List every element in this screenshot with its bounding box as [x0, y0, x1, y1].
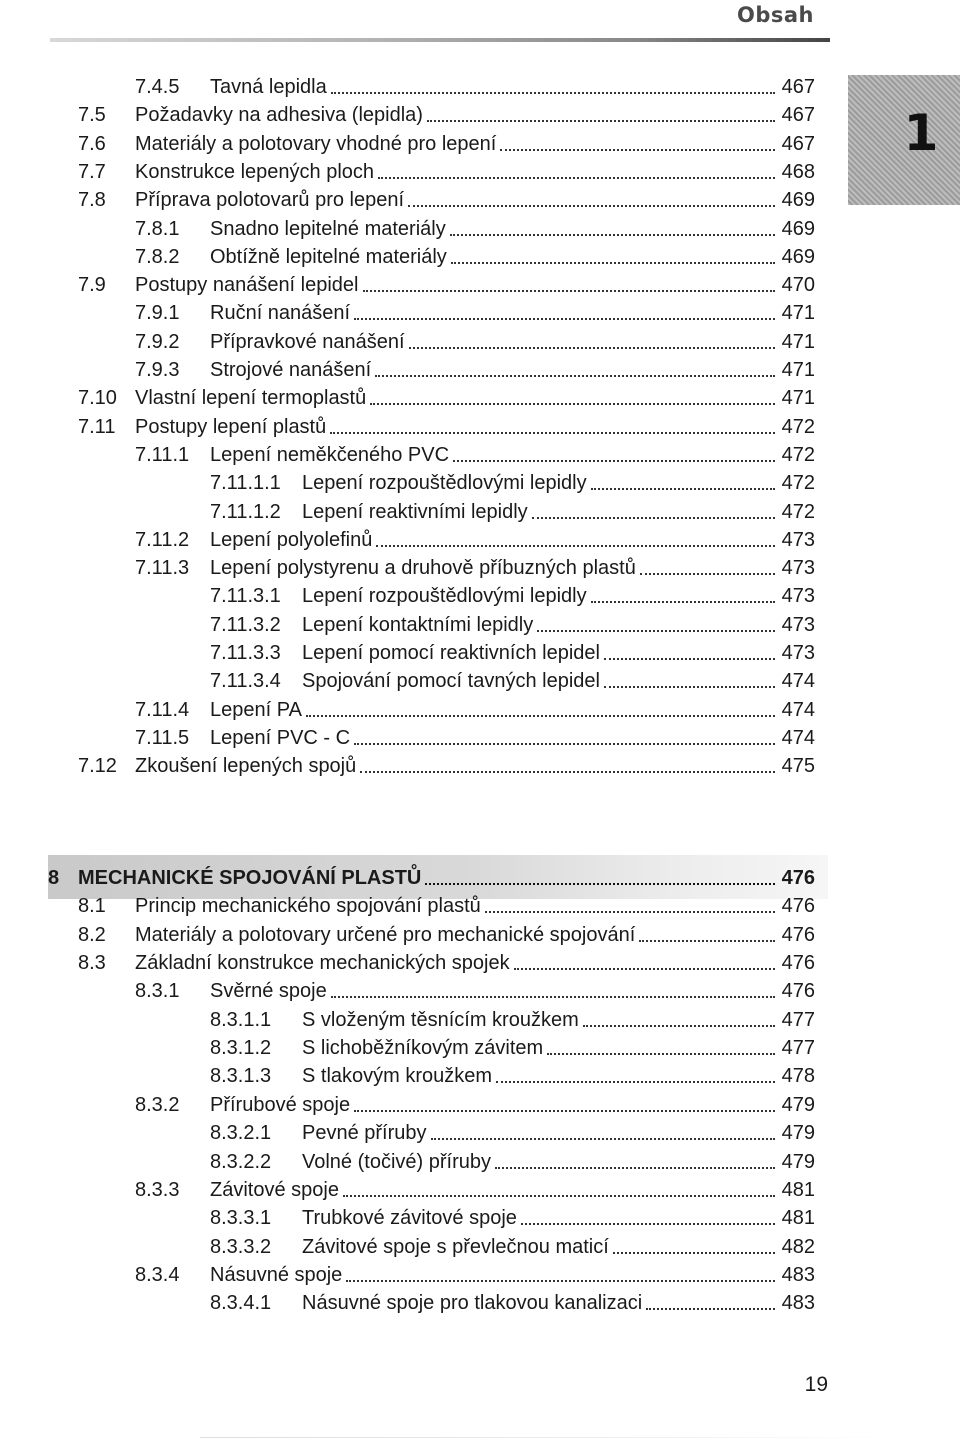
toc-entry-page: 471 — [781, 387, 815, 410]
toc-entry-number: 7.10 — [78, 387, 117, 410]
dot-leader — [370, 403, 775, 405]
toc-entry-number: 7.11.3.3 — [210, 642, 281, 664]
toc-entry-title: Lepení rozpouštědlovými lepidly — [302, 585, 587, 608]
toc-entry-page: 472 — [781, 472, 815, 495]
dot-leader — [613, 1252, 775, 1254]
toc-entry-number: 8.3.1.3 — [210, 1065, 272, 1088]
toc-entry — [210, 1062, 815, 1090]
toc-entry-title: Přípravkové nanášení — [210, 330, 405, 353]
toc-entry-number: 7.12 — [78, 755, 117, 778]
dot-leader — [331, 996, 775, 998]
toc-entry-page: 474 — [781, 726, 815, 749]
toc-entry — [135, 243, 815, 271]
toc-entry-title: Lepení polyolefinů — [210, 528, 373, 551]
toc-entry-number: 8.1 — [78, 895, 106, 918]
toc-entry-title: Lepení reaktivními lepidly — [302, 500, 528, 523]
toc-entry-page: 475 — [781, 755, 815, 778]
dot-leader — [408, 205, 775, 207]
dot-leader — [485, 911, 775, 913]
toc-entry-title: Trubkové závitové spoje — [302, 1207, 517, 1230]
toc-entry-page: 472 — [781, 443, 815, 466]
toc-entry-title: Volné (točivé) příruby — [302, 1150, 491, 1173]
toc-entry-page: 477 — [781, 1037, 815, 1060]
toc-entry-number: 8.3.3.2 — [210, 1235, 272, 1258]
toc-entry-number: 7.9.3 — [135, 359, 180, 381]
toc-entry — [135, 526, 815, 554]
toc-entry-title: Konstrukce lepených ploch — [135, 160, 375, 183]
toc-entry-title: Závitové spoje s převlečnou maticí — [302, 1235, 609, 1258]
dot-leader — [604, 686, 775, 688]
toc-entry-number: 7.5 — [78, 104, 106, 127]
toc-entry-page: 482 — [781, 1235, 815, 1258]
toc-entry-number: 7.11.3.2 — [210, 613, 281, 636]
toc-entry-page: 481 — [781, 1178, 815, 1201]
toc-entry-number: 7.11.1.2 — [210, 500, 281, 523]
toc-entry — [78, 186, 815, 214]
toc-entry — [78, 158, 815, 186]
toc-entry — [210, 582, 815, 610]
toc-entry-title: S tlakovým kroužkem — [302, 1065, 493, 1088]
toc-entry-page: 474 — [781, 670, 815, 693]
dot-leader — [330, 432, 775, 434]
toc-entry-title: Strojové nanášení — [210, 359, 372, 381]
toc-entry-title: Materiály a polotovary vhodné pro lepení — [135, 132, 497, 155]
toc-entry-number: 8.3.1.2 — [210, 1037, 272, 1060]
dot-leader — [354, 318, 775, 320]
toc-entry — [135, 1176, 815, 1204]
toc-entry-page: 473 — [781, 642, 815, 664]
toc-entry — [135, 554, 815, 582]
toc-entry-page: 471 — [781, 302, 815, 325]
toc-entry — [210, 667, 815, 695]
toc-entry-number: 7.11.4 — [135, 698, 190, 721]
toc-entry — [78, 101, 815, 129]
toc-entry — [78, 271, 815, 299]
toc-entry-number: 7.7 — [78, 160, 106, 183]
toc-entry — [135, 215, 815, 243]
toc-entry-page: 471 — [781, 359, 815, 381]
toc-entry-number: 8.3.1.1 — [210, 1008, 272, 1031]
toc-entry — [78, 921, 815, 949]
dot-leader — [646, 1308, 775, 1310]
footer-rule — [200, 1437, 900, 1438]
toc-entry — [210, 611, 815, 639]
toc-entry-page: 467 — [781, 76, 815, 98]
toc-entry-number: 7.6 — [78, 132, 106, 155]
toc-entry-title: Násuvné spoje — [210, 1263, 343, 1286]
toc-entry-page: 473 — [781, 557, 815, 580]
toc-entry-title: MECHANICKÉ SPOJOVÁNÍ PLASTŮ — [78, 867, 422, 889]
toc-entry — [78, 892, 815, 920]
toc-entry-title: Princip mechanického spojování plastů — [135, 895, 481, 918]
toc-entry-number: 8.3.3.1 — [210, 1207, 272, 1230]
toc-entry-number: 7.11.3 — [135, 557, 190, 580]
dot-leader — [427, 120, 775, 122]
toc-entry-title: Snadno lepitelné materiály — [210, 217, 446, 240]
toc-entry-page: 476 — [781, 867, 815, 889]
header-rule — [50, 38, 830, 42]
toc-entry-title: Pevné příruby — [302, 1122, 427, 1145]
toc-entry-title: Lepení PA — [210, 698, 302, 721]
toc-entry-page: 467 — [781, 132, 815, 155]
toc-entry-page: 474 — [781, 698, 815, 721]
toc-entry-page: 476 — [781, 923, 815, 946]
toc-entry-number: 7.8 — [78, 189, 106, 212]
toc-entry — [78, 384, 815, 412]
toc-entry-page: 471 — [781, 330, 815, 353]
toc-entry — [210, 1204, 815, 1232]
toc-entry-page: 468 — [781, 160, 815, 183]
toc-entry-number: 7.11.2 — [135, 528, 190, 551]
toc-entry-title: Přírubové spoje — [210, 1093, 351, 1116]
dot-leader — [346, 1280, 775, 1282]
toc-entry-number: 7.11 — [78, 415, 116, 438]
toc-entry — [135, 724, 815, 752]
toc-entry-number: 7.11.1.1 — [210, 472, 281, 495]
toc-entry-title: Postupy lepení plastů — [135, 415, 327, 438]
toc-entry-number: 7.11.1 — [135, 443, 190, 466]
toc-entry — [135, 977, 815, 1005]
dot-leader — [604, 658, 775, 660]
toc-entry-page: 477 — [781, 1008, 815, 1031]
toc-entry — [135, 328, 815, 356]
toc-entry — [135, 1261, 815, 1289]
toc-entry — [135, 1091, 815, 1119]
toc-entry-number: 8.3 — [78, 952, 106, 975]
toc-entry-number: 8.3.4.1 — [210, 1292, 272, 1315]
toc-entry-title: Obtížně lepitelné materiály — [210, 245, 447, 268]
toc-entry-number: 7.8.2 — [135, 245, 180, 268]
toc-entry-number: 7.9 — [78, 274, 106, 297]
dot-leader — [331, 92, 775, 94]
toc-entry — [78, 130, 815, 158]
toc-entry-number: 8.3.2 — [135, 1093, 180, 1116]
toc-entry-page: 469 — [781, 245, 815, 268]
toc-entry — [135, 73, 815, 101]
toc-entry-title: Požadavky na adhesiva (lepidla) — [135, 104, 423, 127]
dot-leader — [496, 1081, 775, 1083]
toc-entry-title: Lepení pomocí reaktivních lepidel — [302, 642, 600, 664]
toc-entry-page: 469 — [781, 217, 815, 240]
toc-entry-page: 473 — [781, 585, 815, 608]
toc-entry-page: 473 — [781, 528, 815, 551]
dot-leader — [521, 1223, 775, 1225]
toc-entry-page: 467 — [781, 104, 815, 127]
toc-entry-title: Násuvné spoje pro tlakovou kanalizaci — [302, 1292, 643, 1315]
toc-entry-number: 7.9.1 — [135, 302, 180, 325]
toc-entry — [135, 441, 815, 469]
dot-leader — [500, 149, 775, 151]
toc-entry-page: 469 — [781, 189, 815, 212]
dot-leader — [532, 517, 775, 519]
toc-entry-title: Lepení kontaktními lepidly — [302, 613, 534, 636]
toc-entry — [210, 1119, 815, 1147]
toc-entry-number: 7.8.1 — [135, 217, 180, 240]
toc-entry-number: 8.2 — [78, 923, 106, 946]
toc-entry-title: Postupy nanášení lepidel — [135, 274, 359, 297]
dot-leader — [591, 488, 775, 490]
toc-entry — [210, 498, 815, 526]
toc-entry-title: Základní konstrukce mechanických spojek — [135, 952, 510, 975]
dot-leader — [591, 601, 775, 603]
toc-entry-page: 483 — [781, 1263, 815, 1286]
dot-leader — [378, 177, 775, 179]
toc-entry-number: 7.9.2 — [135, 330, 180, 353]
dot-leader — [453, 460, 775, 462]
toc-entry-page: 476 — [781, 980, 815, 1003]
dot-leader — [547, 1053, 775, 1055]
dot-leader — [537, 630, 775, 632]
toc-entry-title: Materiály a polotovary určené pro mechanické spojování — [135, 923, 636, 946]
toc-entry-number: 8.3.3 — [135, 1178, 180, 1201]
toc-entry-number: 7.11.3.4 — [210, 670, 281, 693]
toc-entry-title: Ruční nanášení — [210, 302, 351, 325]
toc-entry-title: Vlastní lepení termoplastů — [135, 387, 367, 410]
dot-leader — [431, 1138, 775, 1140]
toc-entry — [135, 356, 815, 384]
toc-entry-page: 472 — [781, 500, 815, 523]
toc-entry-number: 8.3.2.1 — [210, 1122, 272, 1145]
toc-entry — [210, 1233, 815, 1261]
toc-entry — [210, 1006, 815, 1034]
toc-entry-title: S vloženým těsnícím kroužkem — [302, 1008, 579, 1031]
toc-entry-number: 8 — [48, 867, 60, 889]
toc-entry-page: 479 — [781, 1150, 815, 1173]
toc-entry-page: 470 — [781, 274, 815, 297]
toc-entry — [78, 413, 815, 441]
toc-entry-number: 7.11.3.1 — [210, 585, 281, 608]
toc-entry — [210, 469, 815, 497]
toc-entry — [210, 639, 815, 667]
dot-leader — [514, 968, 775, 970]
dot-leader — [375, 375, 775, 377]
toc-entry — [210, 1148, 815, 1176]
toc-entry — [78, 949, 815, 977]
toc-entry-title: S lichoběžníkovým závitem — [302, 1037, 544, 1060]
toc-entry-page: 479 — [781, 1122, 815, 1145]
toc-entry-page: 473 — [781, 613, 815, 636]
dot-leader — [343, 1195, 775, 1197]
toc-entry-page: 479 — [781, 1093, 815, 1116]
dot-leader — [363, 290, 776, 292]
toc-entry-number: 8.3.2.2 — [210, 1150, 272, 1173]
toc-entry-title: Lepení rozpouštědlovými lepidly — [302, 472, 587, 495]
toc-entry-number: 8.3.1 — [135, 980, 180, 1003]
toc-entry-page: 483 — [781, 1292, 815, 1315]
dot-leader — [639, 940, 775, 942]
chapter-tab-number: 1 — [903, 104, 939, 162]
dot-leader — [450, 234, 775, 236]
toc-entry-page: 481 — [781, 1207, 815, 1230]
toc-chapter-heading — [48, 864, 815, 892]
dot-leader — [360, 771, 775, 773]
toc-entry-title: Závitové spoje — [210, 1178, 339, 1201]
toc-entry-page: 478 — [781, 1065, 815, 1088]
toc-entry-title: Svěrné spoje — [210, 980, 327, 1003]
toc-entry — [210, 1289, 815, 1317]
page-number: 19 — [804, 1373, 828, 1396]
toc-entry-page: 472 — [781, 415, 815, 438]
dot-leader — [409, 347, 775, 349]
toc-entry-number: 7.11.5 — [135, 726, 190, 749]
dot-leader — [425, 883, 775, 885]
toc-entry-number: 7.4.5 — [135, 76, 180, 98]
toc-entry-number: 8.3.4 — [135, 1263, 180, 1286]
toc-entry — [78, 752, 815, 780]
toc-entry — [135, 299, 815, 327]
page-header-title: Obsah — [736, 3, 814, 27]
toc-entry-title: Lepení polystyrenu a druhově příbuzných plastů — [210, 557, 636, 580]
dot-leader — [376, 545, 775, 547]
toc-entry-title: Lepení neměkčeného PVC — [210, 443, 450, 466]
dot-leader — [640, 573, 775, 575]
toc-entry-page: 476 — [781, 895, 815, 918]
toc-entry-page: 476 — [781, 952, 815, 975]
dot-leader — [451, 262, 775, 264]
toc-entry-title: Příprava polotovarů pro lepení — [135, 189, 405, 212]
dot-leader — [306, 715, 775, 717]
toc-entry-title: Lepení PVC - C — [210, 726, 351, 749]
toc-entry-title: Zkoušení lepených spojů — [135, 755, 357, 778]
toc-entry-title: Tavná lepidla — [210, 76, 327, 98]
dot-leader — [583, 1025, 775, 1027]
dot-leader — [354, 743, 775, 745]
dot-leader — [495, 1167, 775, 1169]
dot-leader — [354, 1110, 775, 1112]
toc-entry-title: Spojování pomocí tavných lepidel — [302, 670, 600, 693]
toc-entry — [135, 696, 815, 724]
toc-entry — [210, 1034, 815, 1062]
